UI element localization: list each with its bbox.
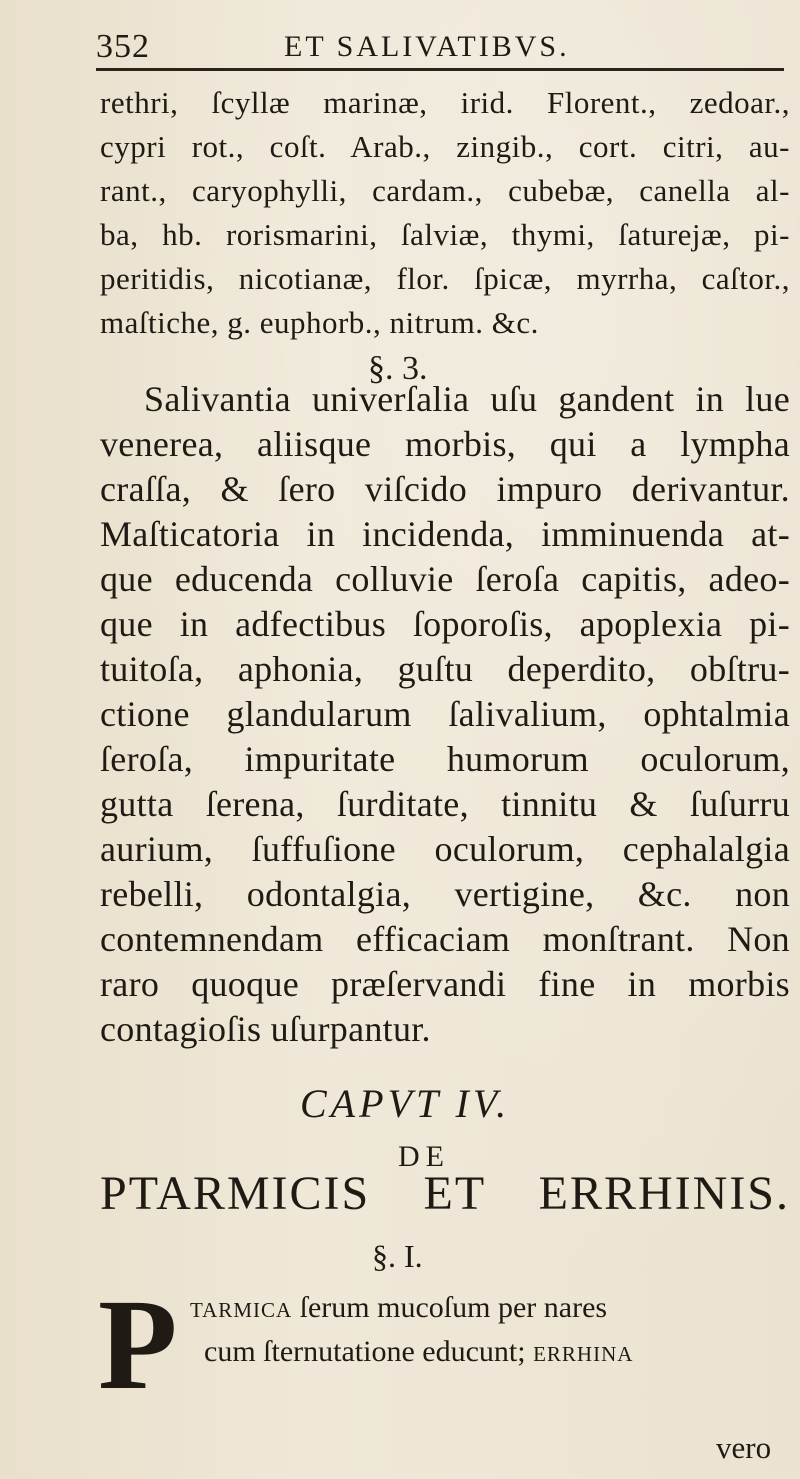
text-line: craſſa, & ſero viſcido impuro derivantur. xyxy=(100,469,790,509)
text-line: rant., caryophylli, cardam., cubebæ, canella al- xyxy=(100,173,790,208)
text-line: venerea, aliisque morbis, qui a lympha xyxy=(100,424,790,464)
text-line: Maſticatoria in incidenda, imminuenda at- xyxy=(100,514,790,554)
chapter-title: CAPVT IV. xyxy=(300,1081,511,1126)
text-line: contemnendam efficaciam monſtrant. Non xyxy=(100,919,790,959)
text-line: tuitoſa, aphonia, guſtu deperdito, obſtru- xyxy=(100,649,790,689)
running-title: ET SALIVATIBVS. xyxy=(284,30,570,63)
drop-cap: P xyxy=(98,1273,178,1417)
text-line: rethri, ſcyllæ marinæ, irid. Florent., zedoar., xyxy=(100,85,790,120)
header-rule xyxy=(96,68,784,71)
chapter-subtitle-de: DE xyxy=(398,1140,450,1173)
section-number: §. I. xyxy=(372,1238,423,1274)
text-line: ctione glandularum ſalivalium, ophtalmia xyxy=(100,694,790,734)
text-line: gutta ſerena, ſurditate, tinnitu & ſuſurru xyxy=(100,784,790,824)
text-line: cypri rot., coſt. Arab., zingib., cort. citri, au- xyxy=(100,129,790,164)
running-head xyxy=(96,22,786,66)
text-line: rebelli, odontalgia, vertigine, &c. non xyxy=(100,874,790,914)
page-number: 352 xyxy=(96,28,150,65)
catchword: vero xyxy=(716,1430,772,1465)
text-line: maſtiche, g. euphorb., nitrum. &c. xyxy=(100,305,539,340)
text-line: Salivantia univerſalia uſu gandent in lue xyxy=(144,379,790,419)
text-line: contagioſis uſurpantur. xyxy=(100,1009,431,1049)
text-line: peritidis, nicotianæ, flor. ſpicæ, myrrha, caſtor., xyxy=(100,261,790,296)
text-line: cum ſternutatione educunt; errhina xyxy=(204,1335,634,1368)
text-line: que in adfectibus ſoporoſis, apoplexia pi- xyxy=(100,604,790,644)
text-line: raro quoque præſervandi fine in morbis xyxy=(100,964,790,1004)
text-line: tarmica ſerum mucoſum per nares xyxy=(190,1291,608,1324)
text-line: que educenda colluvie ſeroſa capitis, adeo- xyxy=(100,559,790,599)
text-line: ba, hb. rorismarini, ſalviæ, thymi, ſaturejæ, pi- xyxy=(100,217,790,252)
chapter-heading: PTARMICIS ET ERRHINIS. xyxy=(100,1167,790,1220)
section-number: §. 3. xyxy=(368,350,428,387)
text-line: ſeroſa, impuritate humorum oculorum, xyxy=(100,739,790,779)
text-line: aurium, ſuffuſione oculorum, cephalalgia xyxy=(100,829,790,869)
